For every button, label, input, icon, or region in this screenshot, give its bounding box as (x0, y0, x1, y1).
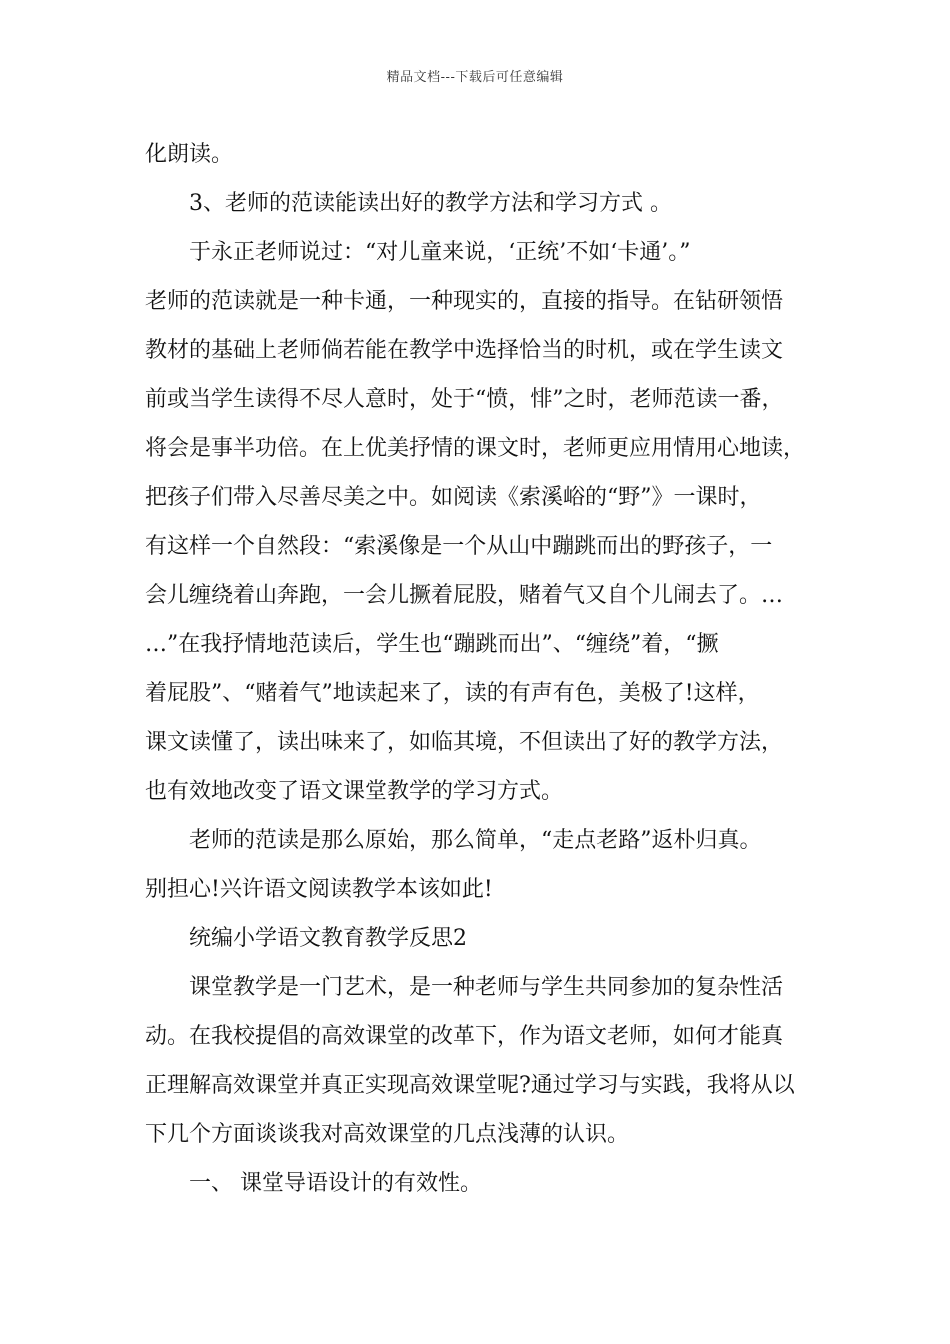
page-header: 精品文档---下载后可任意编辑 (386, 70, 564, 85)
paragraph-line: 把孩子们带入尽善尽美之中。如阅读《索溪峪的“野”》一课时， (145, 485, 762, 510)
subsection-heading: 一、 课堂导语设计的有效性。 (189, 1171, 482, 1196)
paragraph-line: 也有效地改变了语文课堂教学的学习方式。 (145, 779, 564, 804)
document-body (145, 130, 825, 1208)
paragraph-line: 别担心!兴许语文阅读教学本该如此! (145, 877, 493, 902)
paragraph-line: 课文读懂了，读出味来了，如临其境，不但读出了好的教学方法， (145, 730, 784, 755)
paragraph-line: 于永正老师说过：“对儿童来说，‘正统’不如‘卡通’。” (189, 240, 691, 265)
paragraph-line: 前或当学生读得不尽人意时，处于“愤，悱”之时，老师范读一番， (145, 387, 784, 412)
paragraph-line: 动。在我校提倡的高效课堂的改革下，作为语文老师，如何才能真 (145, 1024, 784, 1049)
paragraph-line: …”在我抒情地范读后，学生也“蹦跳而出”、“缠绕”着，“撅 (145, 632, 719, 657)
paragraph-line: 老师的范读是那么原始，那么简单，“走点老路”返朴归真。 (189, 828, 762, 853)
paragraph-line: 教材的基础上老师倘若能在教学中选择恰当的时机，或在学生读文 (145, 338, 784, 363)
paragraph-line: 下几个方面谈谈我对高效课堂的几点浅薄的认识。 (145, 1122, 630, 1147)
paragraph-line: 正理解高效课堂并真正实现高效课堂呢?通过学习与实践，我将从以 (145, 1073, 795, 1098)
paragraph-line: 化朗读。 (145, 142, 234, 167)
paragraph-line: 将会是事半功倍。在上优美抒情的课文时，老师更应用情用心地读， (145, 436, 806, 461)
paragraph-line: 会儿缠绕着山奔跑，一会儿撅着屁股，赌着气又自个儿闹去了。… (145, 583, 784, 608)
section-heading-3: 3、老师的范读能读出好的教学方法和学习方式 。 (189, 191, 672, 216)
section-title: 统编小学语文教育教学反思2 (189, 926, 467, 951)
paragraph-line: 有这样一个自然段：“索溪像是一个从山中蹦跳而出的野孩子，一 (145, 534, 773, 559)
paragraph-line: 着屁股”、“赌着气”地读起来了，读的有声有色，美极了!这样， (145, 681, 760, 706)
paragraph-line: 课堂教学是一门艺术，是一种老师与学生共同参加的复杂性活 (189, 975, 784, 1000)
paragraph-line: 老师的范读就是一种卡通，一种现实的，直接的指导。在钻研领悟 (145, 289, 784, 314)
